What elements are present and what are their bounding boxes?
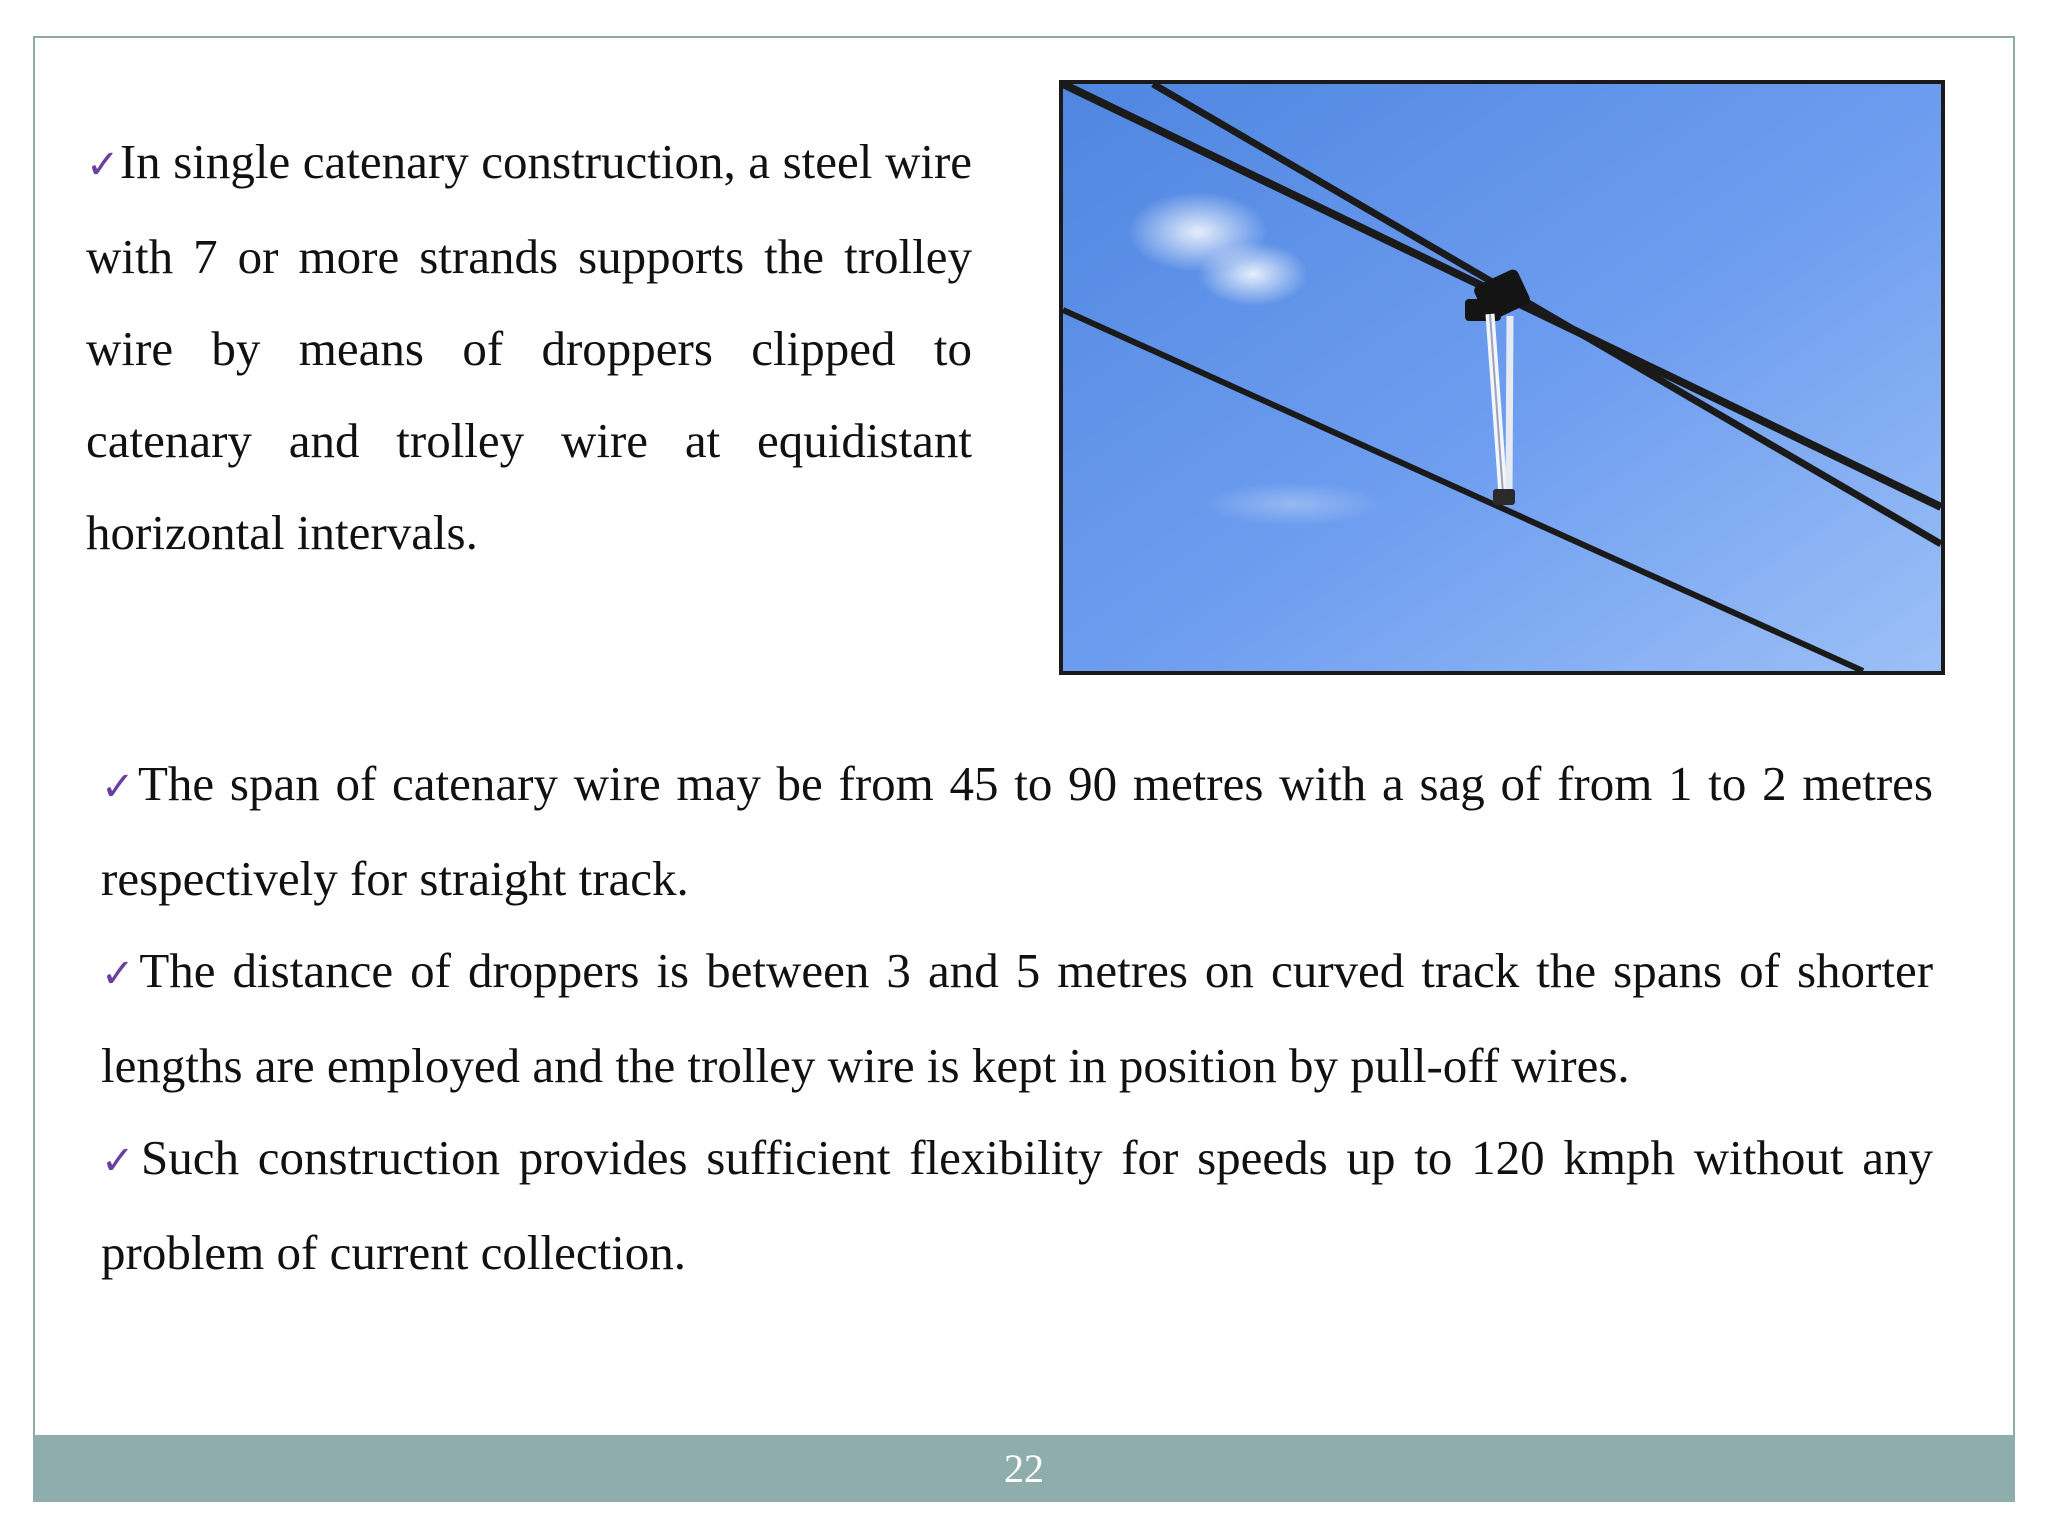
cloud (1198, 242, 1308, 306)
check-mark-icon: ✓ (86, 142, 120, 188)
bullet-paragraph (86, 116, 972, 579)
bullet-paragraph (101, 925, 1933, 1112)
bullet-text: The span of catenary wire may be from 45 to 90 metres with a sag of from 1 to 2 metres respectively for straight track. (101, 756, 1933, 906)
footer-bar (33, 1435, 2015, 1502)
bullet-paragraph (101, 738, 1933, 925)
page-number: 22 (1004, 1446, 1044, 1491)
bullet-single-catenary (86, 116, 972, 579)
check-mark-icon: ✓ (101, 764, 138, 810)
check-mark-icon: ✓ (101, 1138, 142, 1184)
sky-background (1063, 84, 1941, 671)
catenary-wire-illustration (1063, 84, 1941, 671)
bullet-text: The distance of droppers is between 3 and 5 metres on curved track the spans of shorter lengths are employed and the trolley wire is kept in position by pull-off wires. (101, 943, 1934, 1093)
trolley-clip-icon (1493, 489, 1515, 505)
bullet-text: Such construction provides sufficient flexibility for speeds up to 120 kmph without any problem of current collection. (101, 1130, 1933, 1280)
bullet-paragraph (101, 1112, 1933, 1299)
cloud (1203, 482, 1383, 526)
catenary-dropper-photo (1059, 80, 1945, 675)
check-mark-icon: ✓ (101, 951, 140, 997)
bullet-text: In single catenary construction, a steel wire with 7 or more strands supports the trolley wire by means of droppers clipped to catenary and trolley wire at equidistant horizontal intervals. (86, 134, 973, 560)
bullet-list-lower (101, 738, 1933, 1299)
